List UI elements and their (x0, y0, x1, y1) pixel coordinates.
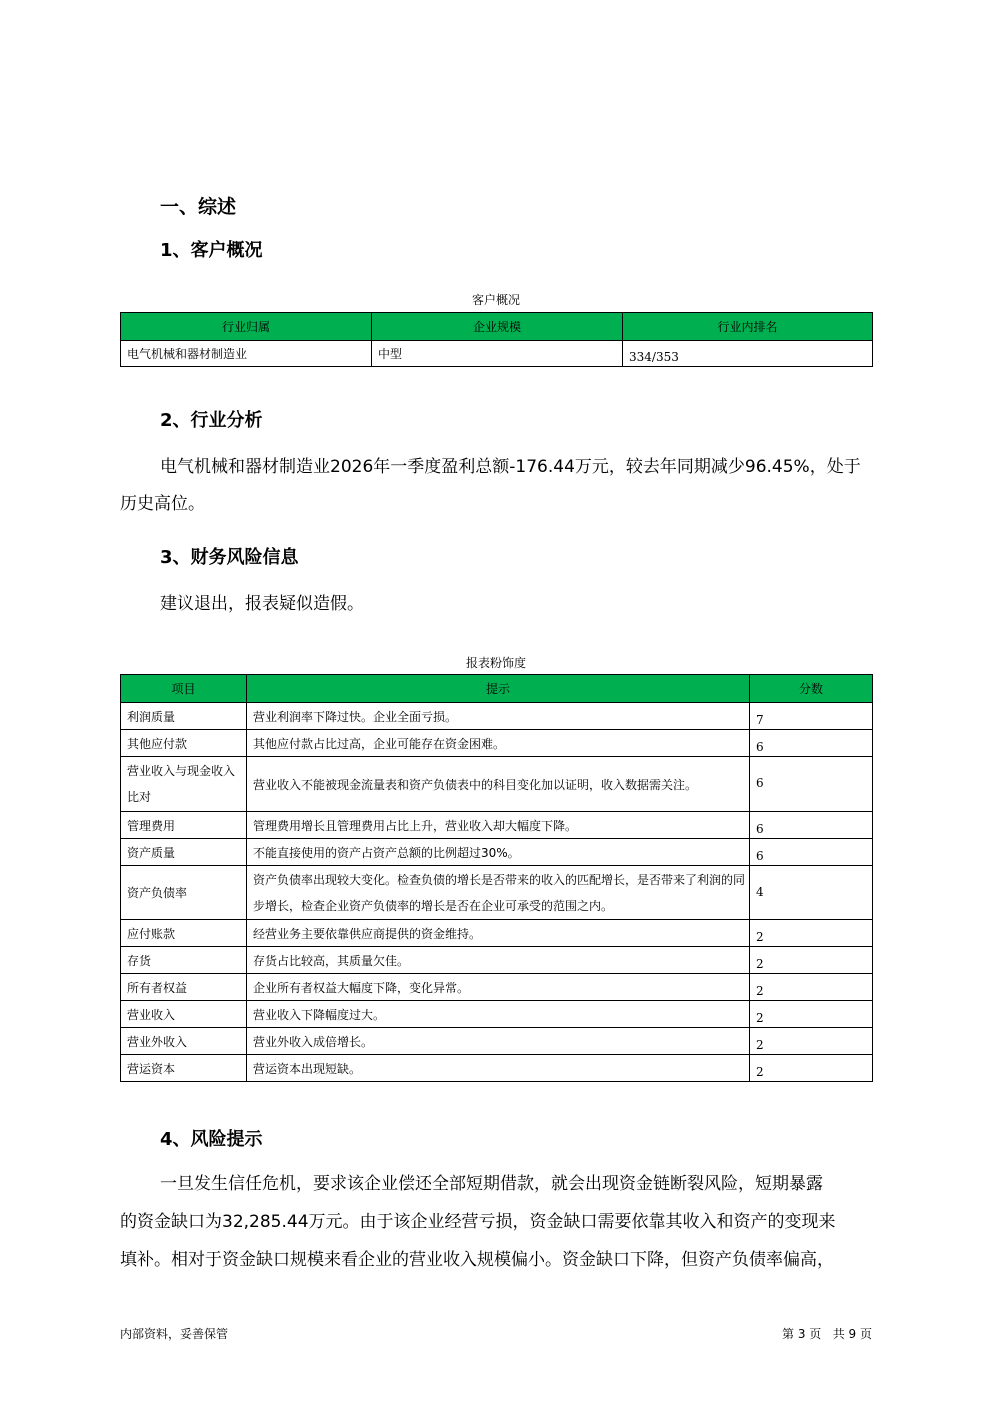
footer-page-number: 第 3 页 共 9 页 (782, 1327, 872, 1341)
row-score: 4 (750, 866, 873, 920)
risk-heading: 4、风险提示 (160, 1129, 263, 1150)
row-item: 营业收入与现金收入比对 (121, 757, 247, 812)
row-score: 2 (750, 974, 873, 1001)
customer-header-rank: 行业内排名 (623, 313, 873, 341)
risk-text-line2: 的资金缺口为32,285.44万元。由于该企业经营亏损，资金缺口需要依靠其收入和资产的变现来 (120, 1212, 836, 1232)
table-row (121, 1028, 873, 1055)
row-item: 管理费用 (121, 812, 247, 839)
customer-heading: 1、客户概况 (160, 240, 263, 261)
risk-text-line3: 填补。相对于资金缺口规模来看企业的营业收入规模偏小。资金缺口下降，但资产负债率偏高， (120, 1250, 834, 1270)
row-item: 其他应付款 (121, 730, 247, 757)
row-hint: 经营业务主要依靠供应商提供的资金维持。 (247, 920, 750, 947)
row-hint: 存货占比较高，其质量欠佳。 (247, 947, 750, 974)
row-score: 2 (750, 947, 873, 974)
customer-header-scale: 企业规模 (372, 313, 623, 341)
row-score: 2 (750, 1055, 873, 1082)
customer-industry-value: 电气机械和器材制造业 (121, 341, 372, 367)
row-hint: 营业利润率下降过快。企业全面亏损。 (247, 703, 750, 730)
table-row (121, 974, 873, 1001)
row-hint: 营业收入不能被现金流量表和资产负债表中的科目变化加以证明，收入数据需关注。 (247, 757, 750, 812)
row-hint: 不能直接使用的资产占资产总额的比例超过30%。 (247, 839, 750, 866)
customer-table-caption: 客户概况 (471, 293, 520, 307)
customer-rank-value: 334/353 (623, 341, 873, 367)
row-item: 利润质量 (121, 703, 247, 730)
row-hint: 其他应付款占比过高，企业可能存在资金困难。 (247, 730, 750, 757)
row-item: 营业外收入 (121, 1028, 247, 1055)
table-row (121, 703, 873, 730)
finance-table-caption: 报表粉饰度 (465, 656, 526, 670)
row-score: 2 (750, 1028, 873, 1055)
industry-text-line1: 电气机械和器材制造业2026年一季度盈利总额-176.44万元，较去年同期减少96.45%，处于 (160, 457, 861, 477)
row-hint: 营业外收入成倍增长。 (247, 1028, 750, 1055)
row-hint: 营业收入下降幅度过大。 (247, 1001, 750, 1028)
row-hint: 营运资本出现短缺。 (247, 1055, 750, 1082)
industry-text-line2: 历史高位。 (120, 494, 205, 514)
row-item: 所有者权益 (121, 974, 247, 1001)
row-item: 存货 (121, 947, 247, 974)
row-item: 营业收入 (121, 1001, 247, 1028)
table-row (121, 839, 873, 866)
table-row (121, 730, 873, 757)
row-score: 6 (750, 839, 873, 866)
finance-heading: 3、财务风险信息 (160, 547, 299, 568)
row-score: 2 (750, 1001, 873, 1028)
table-row (121, 920, 873, 947)
section-title-overview: 一、综述 (160, 196, 237, 218)
table-row (121, 1055, 873, 1082)
row-score: 6 (750, 730, 873, 757)
finance-text: 建议退出，报表疑似造假。 (160, 594, 364, 614)
finance-header-hint: 提示 (247, 675, 750, 703)
row-item: 资产负债率 (121, 866, 247, 920)
table-row (121, 947, 873, 974)
row-score: 6 (750, 757, 873, 812)
table-row (121, 866, 873, 920)
table-row (121, 1001, 873, 1028)
row-score: 7 (750, 703, 873, 730)
table-row (121, 812, 873, 839)
row-item: 营运资本 (121, 1055, 247, 1082)
risk-text-line1: 一旦发生信任危机，要求该企业偿还全部短期借款，就会出现资金链断裂风险，短期暴露 (160, 1174, 823, 1194)
row-score: 6 (750, 812, 873, 839)
row-item: 资产质量 (121, 839, 247, 866)
customer-header-industry: 行业归属 (121, 313, 372, 341)
customer-scale-value: 中型 (372, 341, 623, 367)
finance-header-item: 项目 (121, 675, 247, 703)
finance-table (120, 674, 873, 1082)
row-score: 2 (750, 920, 873, 947)
table-row (121, 757, 873, 812)
industry-heading: 2、行业分析 (160, 410, 263, 431)
footer-confidential: 内部资料，妥善保管 (120, 1327, 229, 1341)
row-hint: 管理费用增长且管理费用占比上升，营业收入却大幅度下降。 (247, 812, 750, 839)
finance-header-score: 分数 (750, 675, 873, 703)
row-hint: 企业所有者权益大幅度下降，变化异常。 (247, 974, 750, 1001)
customer-table (120, 312, 873, 367)
row-item: 应付账款 (121, 920, 247, 947)
row-hint: 资产负债率出现较大变化。检查负债的增长是否带来的收入的匹配增长，是否带来了利润的同步增长，检查企业资产负债率的增长是否在企业可承受的范围之内。 (247, 866, 750, 920)
